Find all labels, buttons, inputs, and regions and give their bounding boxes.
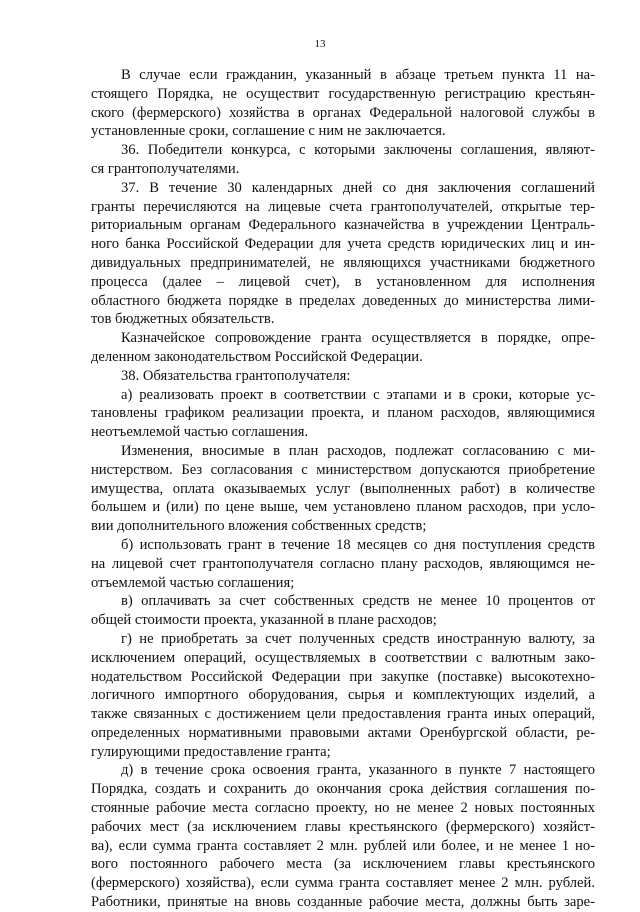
text-line: г) не приобретать за счет полученных средств иностранную валюту, за	[121, 630, 595, 647]
text-line: на лицевой счет грантополучателя согласно плану расходов, являющимся не-	[91, 555, 595, 572]
text-line: 37. В течение 30 календарных дней со дня заключения соглашений	[121, 179, 595, 196]
text-line: отъемлемой частью соглашения;	[91, 574, 295, 591]
text-line: вого постоянного рабочего места (за исключением главы крестьянского	[91, 856, 595, 873]
text-line: Порядка, создать и сохранить до окончания срока действия соглашения по-	[91, 781, 595, 798]
text-line: тановлены графиком реализации проекта, и планом расходов, являющимися	[91, 405, 595, 422]
text-line: ся грантополучателями.	[91, 160, 240, 177]
page-number: 13	[314, 38, 326, 50]
text-line: 36. Победители конкурса, с которыми заключены соглашения, являют-	[121, 142, 595, 159]
text-line: ного банка Российской Федерации для учета средств юридических лиц и ин-	[91, 236, 595, 253]
text-line: исключением операций, осуществляемых в соответствии с валютным зако-	[91, 649, 595, 666]
text-line: ского (фермерского) хозяйства в органах Федеральной налоговой службы в	[91, 104, 595, 121]
text-line: риториальным органам Федерального казначейства в учреждении Централь-	[91, 217, 595, 234]
text-line: деленном законодательством Российской Федерации.	[91, 348, 423, 365]
text-line: определенных нормативными правовыми актами Оренбургской области, ре-	[91, 724, 595, 741]
text-line: областного бюджета порядке в пределах доведенных до министерства лими-	[91, 292, 595, 309]
text-line: общей стоимости проекта, указанной в плане расходов;	[91, 612, 437, 629]
text-line: (фермерского) хозяйства), если сумма гранта составляет менее 2 млн. рублей.	[91, 875, 595, 892]
text-line: д) в течение срока освоения гранта, указанного в пункте 7 настоящего	[121, 762, 595, 779]
text-line: б) использовать грант в течение 18 месяцев со дня поступления средств	[121, 536, 595, 553]
text-line: в) оплачивать за счет собственных средств не менее 10 процентов от	[121, 593, 595, 610]
text-line: установленные сроки, соглашение с ним не заключается.	[91, 123, 446, 140]
text-line: а) реализовать проект в соответствии с этапами и в сроки, которые ус-	[121, 386, 595, 403]
text-line: вии дополнительного вложения собственных средств;	[91, 518, 427, 535]
text-line: нистерством. Без согласования с министерством допускаются приобретение	[91, 461, 595, 478]
text-line: дивидуальных предпринимателей, не являющихся участниками бюджетного	[91, 254, 595, 271]
text-line: В случае если гражданин, указанный в абзаце третьем пункта 11 на-	[121, 67, 595, 83]
text-line: 38. Обязательства грантополучателя:	[121, 367, 351, 384]
text-line: рабочих мест (за исключением главы крестьянского (фермерского) хозяйст-	[91, 818, 595, 835]
text-line: стоящего Порядка, не осуществит государственную регистрацию крестьян-	[91, 85, 595, 102]
text-line: гранты перечисляются на лицевые счета грантополучателей, открытые тер-	[91, 198, 595, 215]
text-line: процесса (далее – лицевой счет), в установленном для исполнения	[91, 273, 595, 290]
text-line: тов бюджетных обязательств.	[91, 311, 275, 328]
text-line: нодательством Российской Федерации при закупке (поставке) высокотехно-	[91, 668, 595, 685]
body-text	[91, 66, 595, 912]
text-line: логичного импортного оборудования, сырья и комплектующих изделий, а	[91, 687, 595, 704]
text-line: гулирующими предоставление гранта;	[91, 743, 331, 760]
text-line: Работники, принятые на вновь созданные рабочие места, должны быть заре-	[91, 894, 595, 911]
text-line: Казначейское сопровождение гранта осуществляется в порядке, опре-	[121, 330, 595, 347]
text-line: Изменения, вносимые в план расходов, подлежат согласованию с ми-	[121, 442, 595, 459]
text-line: стоянные рабочие места согласно проекту, но не менее 2 новых постоянных	[91, 800, 595, 817]
text-line: также связанных с достижением цели предоставления гранта иных операций,	[91, 706, 595, 723]
text-line: имущества, оплата оказываемых услуг (выполненных работ) в количестве	[91, 480, 595, 497]
text-line: большем и (или) по цене выше, чем установлено планом расходов, при усло-	[91, 499, 595, 516]
text-line: неотъемлемой частью соглашения.	[91, 424, 309, 441]
text-line: ва), если сумма гранта составляет 2 млн. рублей или более, и не менее 1 но-	[91, 837, 595, 854]
